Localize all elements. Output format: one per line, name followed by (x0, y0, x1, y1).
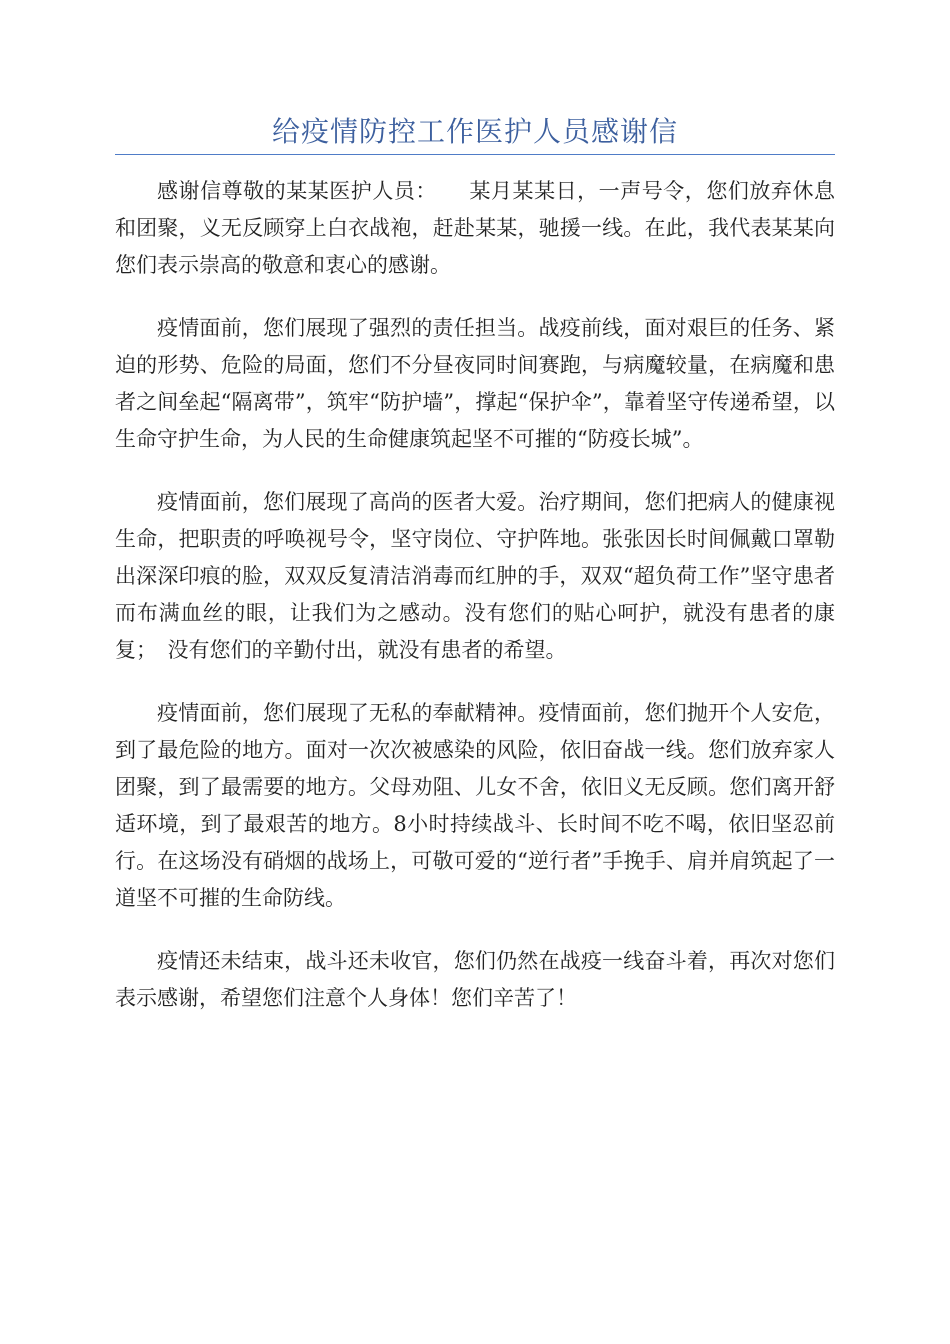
paragraph-medical-love: 疫情面前，您们展现了高尚的医者大爱。治疗期间，您们把病人的健康视生命，把职责的呼唤视号令，坚守岗位、守护阵地。张张因长时间佩戴口罩勒出深深印痕的脸，双双反复清洁消毒而红肿的手，双双“超负荷工作”坚守患者而布满血丝的眼，让我们为之感动。没有您们的贴心呵护，就没有患者的康复； 没有您们的辛勤付出，就没有患者的希望。 (115, 490, 835, 662)
title-underline (115, 154, 835, 155)
letter-body (115, 173, 835, 1043)
paragraph-responsibility: 疫情面前，您们展现了强烈的责任担当。战疫前线，面对艰巨的任务、紧迫的形势、危险的局面，您们不分昼夜同时间赛跑，与病魔较量，在病魔和患者之间垒起“隔离带”，筑牢“防护墙”，撑起“保护伞”，靠着坚守传递希望，以生命守护生命，为人民的生命健康筑起坚不可摧的“防疫长城”。 (115, 316, 835, 451)
page-title: 给疫情防控工作医护人员感谢信 (271, 115, 678, 148)
paragraph-closing: 疫情还未结束，战斗还未收官，您们仍然在战疫一线奋斗着，再次对您们表示感谢，希望您们注意个人身体！您们辛苦了！ (115, 949, 835, 1010)
paragraph-dedication: 疫情面前，您们展现了无私的奉献精神。疫情面前，您们抛开个人安危，到了最危险的地方。面对一次次被感染的风险，依旧奋战一线。您们放弃家人团聚，到了最需要的地方。父母劝阻、儿女不舍，依旧义无反顾。您们离开舒适环境，到了最艰苦的地方。8小时持续战斗、长时间不吃不喝，依旧坚忍前行。在这场没有硝烟的战场上，可敬可爱的“逆行者”手挽手、肩并肩筑起了一道坚不可摧的生命防线。 (115, 701, 835, 910)
paragraph-greeting: 感谢信尊敬的某某医护人员： 某月某某日，一声号令，您们放弃休息和团聚，义无反顾穿上白衣战袍，赶赴某某，驰援一线。在此，我代表某某向您们表示崇高的敬意和衷心的感谢。 (115, 179, 835, 277)
